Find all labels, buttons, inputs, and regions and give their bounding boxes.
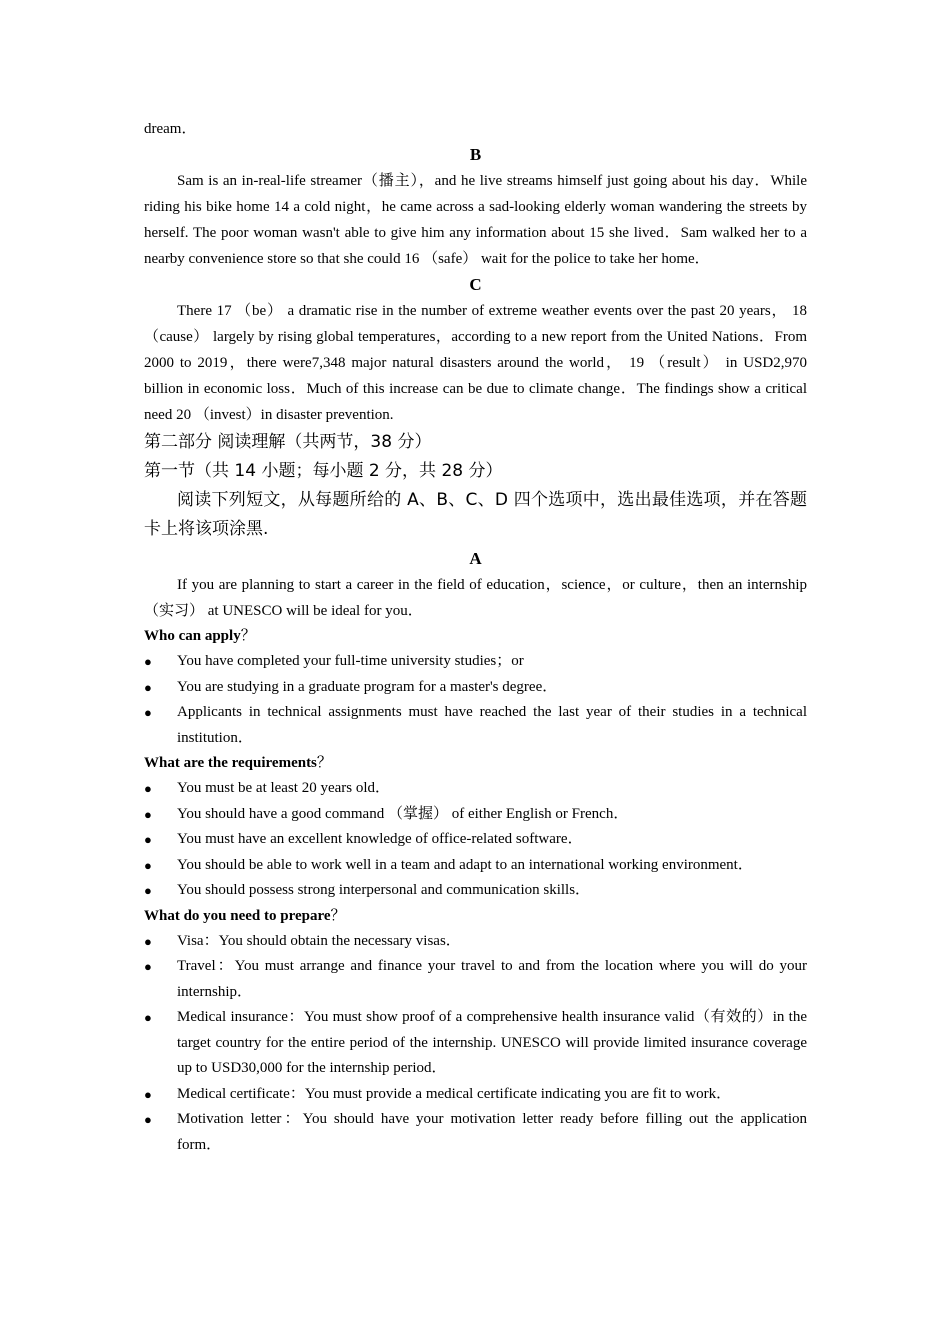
list-item: ● Applicants in technical assignments must have reached the last year of their studies in a technical institution．	[144, 700, 807, 751]
section-b-paragraph: Sam is an in-real-life streamer（播主），and he live streams himself just going about his day．While riding his bike home 14 a cold night，he came across a sad-looking elderly woman wandering the streets by herself. The poor woman wasn't able to give him any information about 15 she lived．Sam walked her to a nearby convenience store so that she could 16 （safe） wait for the police to take her home．	[144, 173, 807, 267]
list-item: ● Motivation letter：You should have your motivation letter ready before filling out the application form．	[144, 1107, 807, 1158]
list-item: ● Medical certificate：You must provide a medical certificate indicating you are fit to work．	[144, 1082, 807, 1108]
requirements-list	[144, 776, 807, 904]
part2-title: 第二部分 阅读理解（共两节，38 分）	[144, 432, 432, 452]
list-item: ● You must have an excellent knowledge of office-related software．	[144, 827, 807, 853]
list-item: ● Medical insurance：You must show proof of a comprehensive health insurance valid（有效的）in the target country for the entire period of the internship. UNESCO will provide limited insurance coverage up to USD30,000 for the internship period．	[144, 1005, 807, 1082]
who-list	[144, 649, 807, 751]
list-item: ● You are studying in a graduate program for a master's degree．	[144, 675, 807, 701]
prepare-list	[144, 929, 807, 1159]
list-item: ● You should be able to work well in a team and adapt to an international working environment．	[144, 853, 807, 879]
passage-a-intro: If you are planning to start a career in the field of education，science，or culture，then an internship（实习） at UNESCO will be ideal for you．	[144, 577, 807, 619]
section-c-heading: C	[469, 275, 482, 294]
question-heading-prepare: What do you need to prepare？	[144, 907, 346, 924]
section-b-heading: B	[469, 145, 482, 164]
document-page	[144, 116, 807, 1158]
list-item: ● You should have a good command （掌握） of either English or French．	[144, 802, 807, 828]
section-c-paragraph: There 17 （be） a dramatic rise in the number of extreme weather events over the past 20 years， 18 （cause） largely by rising global temperatures，according to a new report from the United Nations．From 2000 to 2019，there were7,348 major natural disasters around the world， 19 （result） in USD2,970 billion in economic loss．Much of this increase can be due to climate change．The findings show a critical need 20 （invest）in disaster prevention.	[144, 303, 807, 423]
list-item: ● You must be at least 20 years old．	[144, 776, 807, 802]
section1-title: 第一节（共 14 小题；每小题 2 分，共 28 分）	[144, 461, 503, 481]
list-item: ● You should possess strong interpersonal and communication skills．	[144, 878, 807, 904]
list-item: ● You have completed your full-time university studies；or	[144, 649, 807, 675]
continued-text: dream．	[144, 121, 197, 137]
question-heading-requirements: What are the requirements？	[144, 755, 332, 771]
question-heading-who: Who can apply？	[144, 628, 256, 644]
list-item: ● Travel：You must arrange and finance your travel to and from the location where you will do your internship．	[144, 954, 807, 1005]
list-item: ● Visa：You should obtain the necessary visas．	[144, 929, 807, 955]
passage-a-heading: A	[469, 549, 482, 568]
instruction-text: 阅读下列短文，从每题所给的 A、B、C、D 四个选项中，选出最佳选项，并在答题卡上将该项涂黑.	[144, 490, 807, 539]
